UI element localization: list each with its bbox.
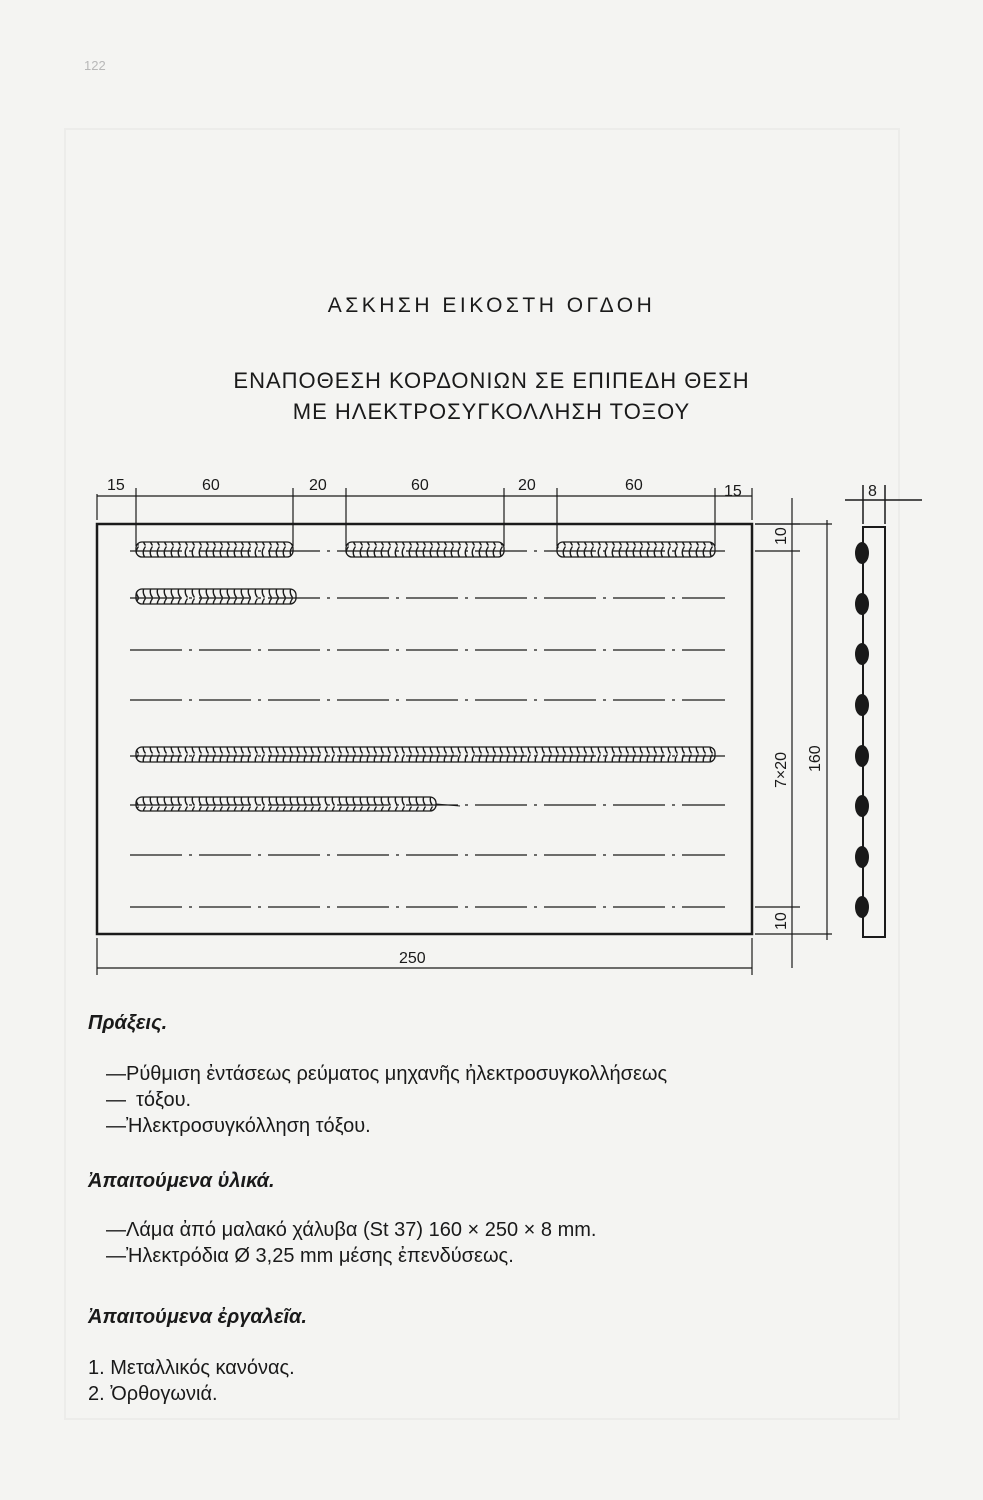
weld-beads xyxy=(136,542,715,811)
list-item xyxy=(88,1355,908,1381)
exercise-title: ΑΣΚΗΣΗ ΕΙΚΟΣΤΗ ΟΓΔΟΗ xyxy=(327,294,656,317)
dim-bead-1-length: 60 xyxy=(202,477,220,494)
list-item xyxy=(88,1061,908,1087)
tool-2: 2. Ὀρθογωνιά. xyxy=(88,1383,218,1405)
weld-bead xyxy=(136,542,293,557)
action-1-line-2: τόξου. xyxy=(136,1089,192,1111)
dim-plate-width: 250 xyxy=(399,950,426,967)
dim-edge-bottom: 10 xyxy=(773,912,790,930)
section-materials xyxy=(88,1170,908,1269)
material-1: Λάμα ἀπό μαλακό χάλυβα (St 37) 160 × 250 × 8 mm. xyxy=(126,1219,597,1241)
plate-outline xyxy=(97,524,752,934)
subject-line-2: ΜΕ ΗΛΕΚΤΡΟΣΥΓΚΟΛΛΗΣΗ ΤΟΞΟΥ xyxy=(292,399,691,424)
weld-bead xyxy=(136,797,436,811)
right-dimension-lines xyxy=(755,498,832,968)
dim-thickness: 8 xyxy=(868,483,877,500)
materials-list xyxy=(88,1217,908,1269)
plate-side-outline xyxy=(863,527,885,937)
weld-bead xyxy=(557,542,715,557)
dim-gap-1: 20 xyxy=(309,477,327,494)
weld-bead xyxy=(346,542,504,557)
dim-top-margin-left: 15 xyxy=(107,477,125,494)
dim-top-margin-right: 15 xyxy=(724,483,742,500)
section-actions xyxy=(88,1012,908,1139)
tool-1: 1. Μεταλλικός κανόνας. xyxy=(88,1357,295,1379)
list-item xyxy=(88,1217,908,1243)
actions-heading: Πράξεις. xyxy=(88,1012,168,1034)
action-1-line-1: Ρύθμιση ἐντάσεως ρεύματος μηχανῆς ἠλεκτροσυγκολλήσεως xyxy=(126,1063,668,1085)
dim-bead-3-length: 60 xyxy=(625,477,643,494)
weld-bead xyxy=(136,589,296,604)
top-dimension-chain xyxy=(97,488,752,546)
tools-heading: Ἀπαιτούμενα ἐργαλεῖα. xyxy=(88,1306,307,1328)
weld-bead xyxy=(136,747,715,762)
list-item xyxy=(88,1243,908,1269)
dim-gap-2: 20 xyxy=(518,477,536,494)
dim-plate-height: 160 xyxy=(807,745,824,772)
subject-line-1: ΕΝΑΠΟΘΕΣΗ ΚΟΡΔΟΝΙΩΝ ΣΕ ΕΠΙΠΕΔΗ ΘΕΣΗ xyxy=(233,368,750,393)
dim-pitch: 7×20 xyxy=(773,751,790,788)
action-2: Ἠλεκτροσυγκόλληση τόξου. xyxy=(126,1115,371,1137)
list-item-continuation xyxy=(88,1087,908,1113)
material-2: Ἠλεκτρόδια Ø 3,25 mm μέσης ἐπενδύσεως. xyxy=(126,1245,514,1267)
page-number: 122 xyxy=(84,58,106,73)
dim-edge-top: 10 xyxy=(773,527,790,545)
tools-list xyxy=(88,1355,908,1407)
materials-heading: Ἀπαιτούμενα ὑλικά. xyxy=(88,1170,275,1192)
dim-bead-2-length: 60 xyxy=(411,477,429,494)
list-item xyxy=(88,1381,908,1407)
actions-list xyxy=(88,1061,908,1139)
list-item xyxy=(88,1113,908,1139)
section-tools xyxy=(88,1306,908,1407)
